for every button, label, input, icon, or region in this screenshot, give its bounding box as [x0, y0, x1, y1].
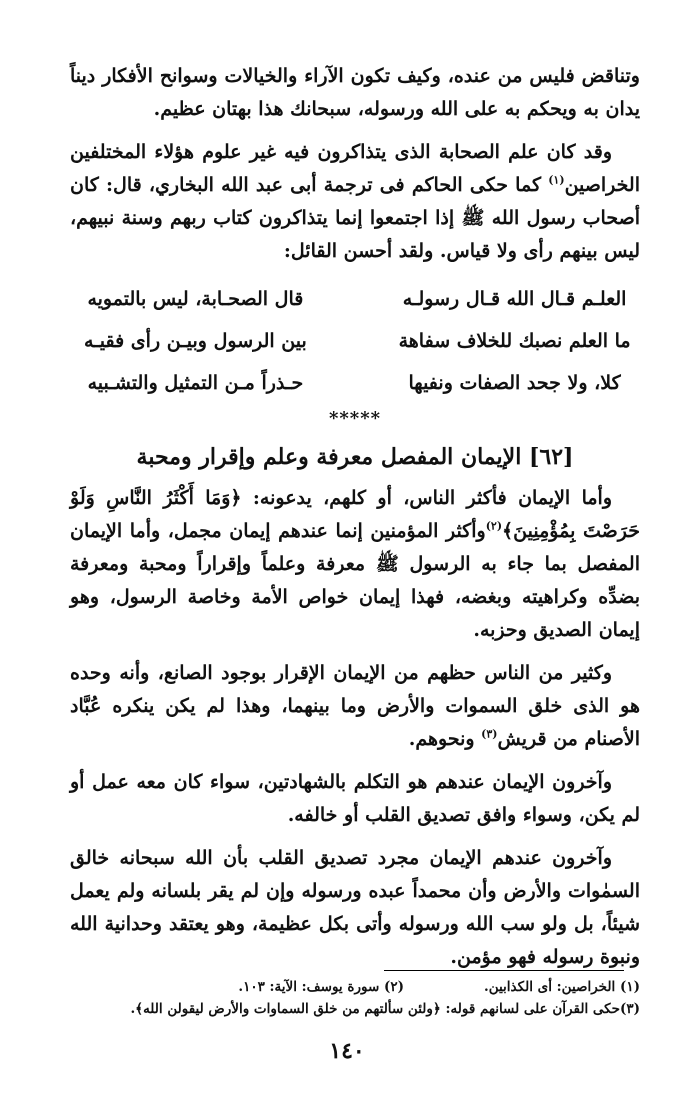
- section-separator: *****: [328, 408, 382, 429]
- page-body: [70, 60, 640, 984]
- poem-verse: [70, 278, 640, 320]
- paragraph-3-part-b: وأكثر المؤمنين إنما عندهم إيمان مجمل، وأما الإيمان المفصل بما جاء به الرسول ﷺ معرفة وعلماً وإقراراً ومحبة ومعرفة بضدِّه وكراهيته وبغضه، فهذا إيمان خواص الأمة وخاصة الرسول، وهو إيمان الصديق وحزبه.: [70, 520, 640, 641]
- paragraph-1: وتناقض فليس من عنده، وكيف تكون الآراء والخيالات وسوانح الأفكار ديناً يدان به ويحكم به على الله ورسوله، سبحانك هذا بهتان عظيم.: [70, 65, 640, 120]
- footnote-ref-1[interactable]: (١): [548, 173, 565, 187]
- page-number: ١٤٠: [329, 1038, 365, 1064]
- verse-second-hemistich: حـذراً مـن التمثيل والتشـبيه: [87, 372, 304, 394]
- paragraph-2-part-b: كما حكى الحاكم فى ترجمة أبى عبد الله البخاري، قال: كان أصحاب رسول الله ﷺ إذا اجتمعوا إنما يتذاكرون كتاب ربهم وسنة نبيهم، ليس بينهم رأى ولا قياس. ولقد أحسن القائل:: [70, 174, 640, 262]
- poem-verse: [70, 320, 640, 362]
- verse-second-hemistich: بين الرسول وبيـن رأى فقيـه: [84, 330, 307, 352]
- footnote-ref-3[interactable]: (٣): [481, 727, 498, 741]
- footnote-row: [70, 976, 640, 998]
- verse-first-hemistich: العلـم قـال الله قـال رسولـه: [402, 288, 627, 310]
- poem-verse: [70, 362, 640, 404]
- paragraph-6: وآخرون عندهم الإيمان مجرد تصديق القلب بأن الله سبحانه خالق السمٰوات والأرض وأن محمداً عبده ورسوله وإن لم يقر بلسانه ولم يعمل شيئاً، بل ولو سب الله ورسوله وأتى بكل عظيمة، وهو يعتقد وحدانية الله ونبوة رسوله فهو مؤمن.: [70, 847, 640, 968]
- paragraph-5: وآخرون الإيمان عندهم هو التكلم بالشهادتين، سواء كان معه عمل أو لم يكن، وسواء وافق تصديق القلب أو خالفه.: [70, 771, 640, 826]
- verse-first-hemistich: كلا، ولا جحد الصفات ونفيها: [408, 372, 621, 394]
- verse-first-hemistich: ما العلم نصبك للخلاف سفاهة: [398, 330, 631, 352]
- paragraph-3-part-a: وأما الإيمان فأكثر الناس، أو كلهم، يدعونه: ﴿وَمَا أَكْثَرُ النَّاسِ وَلَوْ حَرَصْتَ بِمُؤْمِنِينَ﴾: [70, 487, 640, 542]
- paragraph-2-part-a: وقد كان علم الصحابة الذى يتذاكرون فيه غير علوم هؤلاء المختلفين الخراصين: [70, 141, 640, 196]
- footnotes: [70, 976, 640, 1020]
- footnote-1: (١) الخراصين: أى الكذابين.: [484, 979, 640, 995]
- footnote-3: (٣)حكى القرآن على لسانهم قوله: ﴿ولئن سألتهم من خلق السماوات والأرض ليقولن الله﴾.: [130, 1001, 640, 1017]
- paragraph-4-part-b: ونحوهم.: [408, 728, 482, 750]
- paragraph-2: [70, 136, 640, 268]
- paragraph-3: [70, 482, 640, 647]
- footnote-ref-2[interactable]: (٢): [485, 519, 503, 533]
- section-heading: [٦٢] الإيمان المفصل معرفة وعلم وإقرار ومحبة: [136, 444, 574, 470]
- paragraph-4: [70, 657, 640, 756]
- footnote-divider: [384, 970, 624, 971]
- poem: [70, 278, 640, 404]
- footnote-2: (٢) سورة يوسف: الآية: ١٠٣.: [238, 979, 404, 995]
- verse-second-hemistich: قال الصحـابة، ليس بالتمويه: [87, 288, 304, 310]
- paragraph-4-part-a: وكثير من الناس حظهم من الإيمان الإقرار بوجود الصانع، وأنه وحده هو الذى خلق السموات والأرض وما بينهما، وهذا لم يكن ينكره عُبَّاد الأصنام من قريش: [70, 662, 640, 750]
